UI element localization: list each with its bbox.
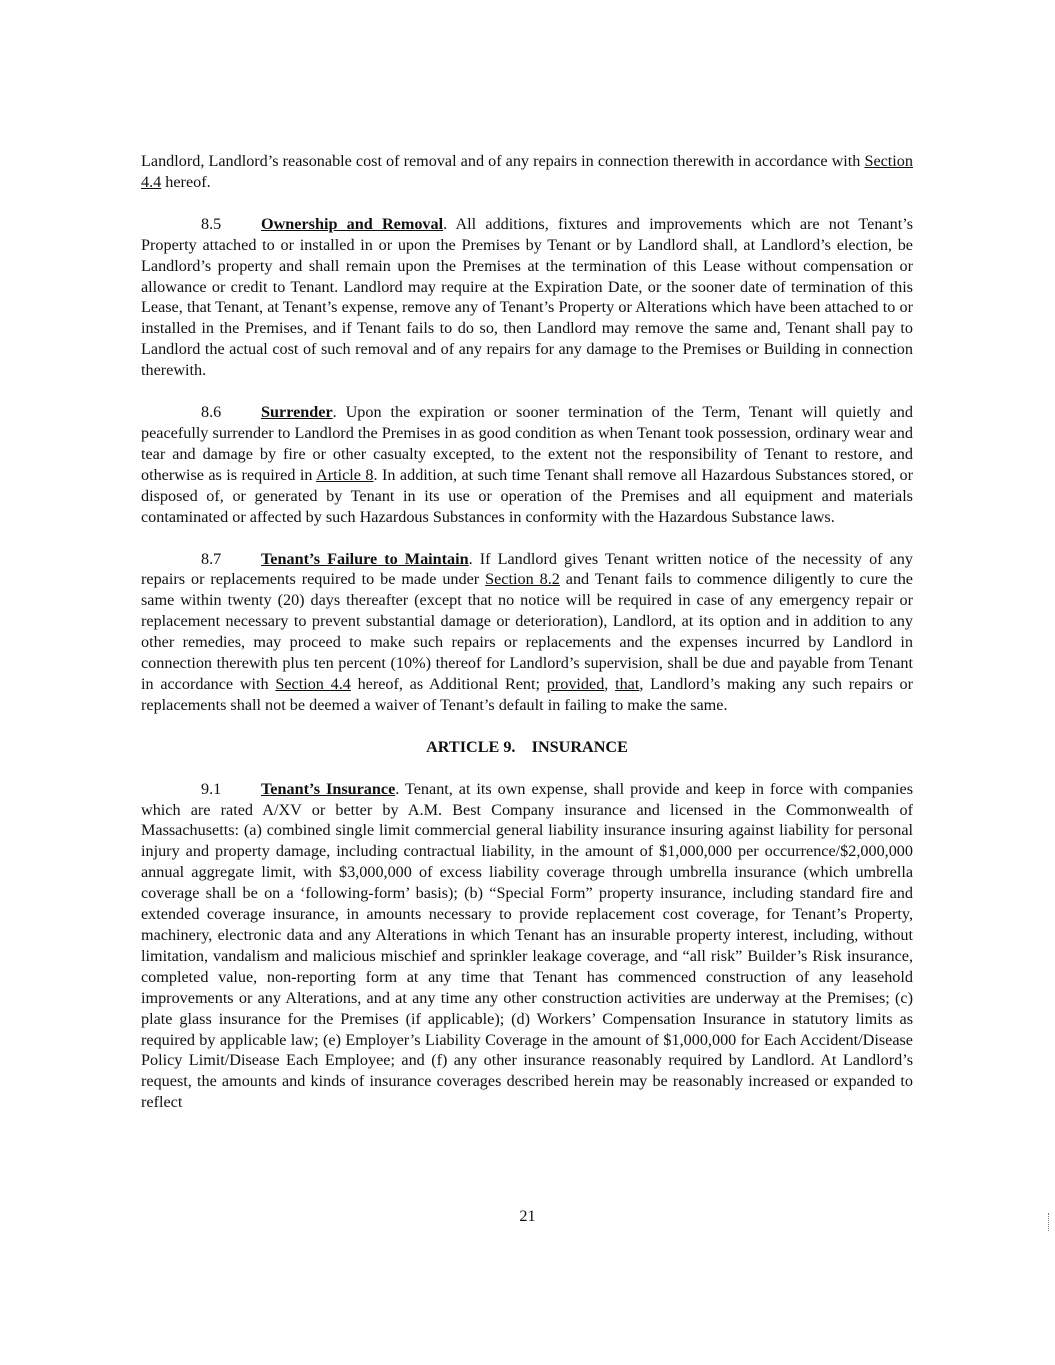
document-body (141, 151, 913, 1134)
section-title: Surrender (261, 403, 333, 422)
section-text: , (604, 674, 616, 693)
section-8-6-paragraph (141, 402, 913, 527)
section-text: . All additions, fixtures and improvements which are not Tenant’s Property attached to or installed in or upon the Premises by Tenant or by Landlord shall, at Landlord’s election, be Landlord’s property and shall remain upon the Premises at the termination of this Lease without compensation or allowance or credit to Tenant. Landlord may require at the Expiration Date, or the sooner date of termination of this Lease, that Tenant, at Tenant’s expense, remove any of Tenant’s Property or Alterations which have been attached to or installed in the Premises, and if Tenant fails to do so, then Landlord may remove the same and, Tenant shall pay to Landlord the actual cost of such removal and of any repairs for any damage to the Premises or Building in connection therewith. (141, 214, 913, 380)
section-title: Tenant’s Failure to Maintain (261, 549, 469, 568)
section-8-2-reference: Section 8.2 (485, 570, 560, 589)
article-9-heading: ARTICLE 9. INSURANCE (426, 737, 628, 756)
section-number: 8.5 (201, 214, 222, 233)
provided-term: provided (546, 674, 605, 693)
page-number: 21 (519, 1207, 536, 1225)
section-text: hereof, as Additional Rent; (350, 674, 547, 693)
article-8-reference: Article 8 (316, 465, 374, 484)
section-8-7-paragraph (141, 549, 913, 716)
continuation-text: Landlord, Landlord’s reasonable cost of removal and of any repairs in connection therewith in accordance with (141, 152, 865, 170)
section-title: Tenant’s Insurance (261, 779, 396, 798)
scan-edge-mark (1048, 1213, 1051, 1231)
section-9-1-paragraph (141, 779, 913, 1114)
section-4-4-reference: Section 4.4 (141, 152, 913, 191)
continuation-paragraph (141, 151, 913, 193)
section-title: Ownership and Removal (261, 214, 444, 233)
section-number: 8.7 (201, 549, 222, 568)
section-text: and Tenant fails to commence diligently to cure the same within twenty (20) days thereafter (except that no notice will be required in case of any emergency repair or replacement necessary to prevent substantial damage or deterioration), Landlord, at its option and in addition to any other remedies, may proceed to make such repairs or replacements and the expenses incurred by Landlord in connection therewith plus ten percent (10%) thereof for Landlord’s supervision, shall be due and payable from Tenant in accordance with (141, 570, 913, 693)
section-number: 9.1 (201, 779, 222, 798)
that-term: that (615, 674, 640, 693)
continuation-text-end: hereof. (161, 172, 211, 191)
section-text: . Upon the expiration or sooner termination of the Term, Tenant will quietly and peacefully surrender to Landlord the Premises in as good condition as when Tenant took possession, ordinary wear and tear and damage by fire or other casualty excepted, to the extent not the responsibility of Tenant to restore, and otherwise as is required in (141, 403, 913, 484)
section-text: . In addition, at such time Tenant shall remove all Hazardous Substances stored, or disposed of, or generated by Tenant in its use or operation of the Premises and all equipment and materials contaminated or affected by such Hazardous Substances in conformity with the Hazardous Substance laws. (141, 465, 913, 526)
section-text: . If Landlord gives Tenant written notice of the necessity of any repairs or replacements required to be made under (141, 549, 913, 589)
section-number: 8.6 (201, 403, 222, 422)
section-text: . Tenant, at its own expense, shall provide and keep in force with companies which are rated A/XV or better by A.M. Best Company insurance and licensed in the Commonwealth of Massachusetts: (a) combined single limit commercial general liability insurance insuring against liability for personal injury and property damage, including contractual liability, in the amount of $1,000,000 per occurrence/$2,000,000 annual aggregate limit, with $3,000,000 of excess liability coverage through umbrella insurance (which umbrella coverage shall be on a ‘following-form’ basis); (b) “Special Form” property insurance, including standard fire and extended coverage insurance, in amounts necessary to provide replacement cost coverage, for Tenant’s Property, machinery, electronic data and any Alterations in which Tenant has an insurable property interest, including, without limitation, vandalism and malicious mischief and sprinkler leakage coverage, and “all risk” Builder’s Risk insurance, completed value, non-reporting form at any time that Tenant has commenced construction of any leasehold improvements or any Alterations, and at any time any other construction activities are underway at the Premises; (c) plate glass insurance for the Premises (if applicable); (d) Workers’ Compensation Insurance in statutory limits as required by applicable law; (e) Employer’s Liability Coverage in the amount of $1,000,000 for Each Accident/Disease Policy Limit/Disease Each Employee; and (f) any other insurance reasonably required by Landlord. At Landlord’s request, the amounts and kinds of insurance coverages described herein may be reasonably increased or expanded to reflect (141, 779, 913, 1112)
section-text: , Landlord’s making any such repairs or replacements shall not be deemed a waiver of Tenant’s default in failing to make the same. (141, 674, 913, 714)
section-4-4-reference: Section 4.4 (275, 674, 351, 693)
section-8-5-paragraph (141, 214, 913, 381)
